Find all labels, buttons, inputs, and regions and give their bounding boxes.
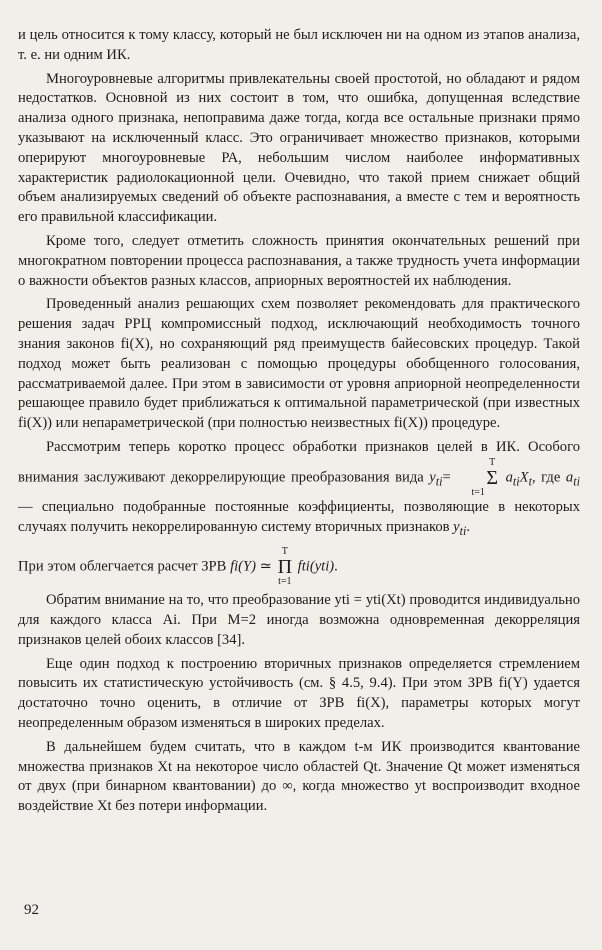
p5-lead: Рассмотрим теперь коротко процесс обработки признаков целей в ИК. Особого внимания заслуживают декоррелирующие преобразования вида [18,438,580,486]
y-symbol: y [453,518,460,535]
p5-mid2: — специально подобранные постоянные коэффициенты, позволяющие в некоторых случаях получить некоррелированную систему вторичных признаков [18,498,580,535]
paragraph-6: Обратим внимание на то, что преобразование yti = yti(Xt) проводится индивидуально для каждого класса Ai. При M=2 иногда возможна одновременная декорреляция признаков целей обоих классов [34]. [18,592,580,648]
zrv-lead: При этом облегчается расчет ЗРВ [18,558,227,575]
paragraph-7: Еще один подход к построению вторичных признаков определяется стремлением повысить их статистическую устойчивость (см. § 4.5, 9.4). При этом ЗРВ fi(Y) удается достаточно точно оценить, в отличие от ЗРВ fi(X), параметры которых могут неопределенным образом изменяться в широких пределах. [18,655,580,732]
text-column [18,26,580,817]
prod-bottom: t=1 [278,576,292,588]
zrv-formula-line [18,547,580,587]
prod-top: T [281,546,288,558]
sum-top: T [489,456,496,468]
sigma-icon: Σ [486,466,498,489]
zrv-rhs: fti(yti) [297,558,335,575]
formula1-x-sub: t [528,473,532,488]
y-symbol-sub: ti [459,523,467,538]
product-operator [278,547,292,587]
page-number: 92 [24,902,39,918]
sum-operator [458,458,498,498]
p5-mid1: , где [531,469,561,486]
zrv-lhs: fi(Y) [230,558,257,575]
paragraph-8: В дальнейшем будем считать, что в каждом t-м ИК производится квантование множества признаков Xt на некоторое число областей Qt. Значение Qt может изменяться от двух (при бинарном квантовании) до ∞, когда множество yt воспроизводит входное воздействие Xt без потери информации. [18,738,580,815]
formula1-term: a [505,469,513,486]
formula1-lhs-sub: ti [435,473,443,488]
formula1-lhs: y [429,469,436,486]
p5-end: . [466,518,471,535]
paragraph-4: Проведенный анализ решающих схем позволяет рекомендовать для практического решения задач РРЦ компромиссный подход, исключающий необходимость точного знания законов fi(X), но сохраняющий ряд преимуществ байесовских процедур. Такой подход может быть реализован с помощью процедуры обобщенного голосования, рассматриваемой далее. При этом в зависимости от уровня априорной неопределенности решающее правило будет приближаться к оптимальной параметрической (при известных fi(X)) или непараметрической (при полностью неизвестных fi(X)) процедуре. [18,296,580,432]
paragraph-2: Многоуровневые алгоритмы привлекательны своей простотой, но обладают и рядом недостатков. Основной из них состоит в том, что ошибка, допущенная вследствие анализа одного признака, непоправима даже тогда, когда все остальные признаки прямо указывают на исключенный класс. Это ограничивает множество признаков, которыми оперируют многоуровневые РА, небольшим числом наиболее информативных характеристик радиолокационной цели. Очевидно, что такой прием снижает общий объем анализируемых сведений об объекте распознавания, а вместе с тем и вероятность его правильной классификации. [18,70,580,226]
paragraph-3: Кроме того, следует отметить сложность принятия окончательных решений при многократном повторении процесса распознавания, а также трудность учета информации о важности объектов разных классов, априорных вероятностей их наблюдения. [18,232,580,289]
zrv-end: . [334,558,338,575]
paragraph-1: и цель относится к тому классу, который не был исключен ни на одном из этапов анализа, т. е. ни одним ИК. [18,27,580,63]
paragraph-5: Рассмотрим теперь коротко процесс обработки признаков целей в ИК. Особого внимания заслуживают декоррелирующие преобразования вида $y_{ti}= T$ Σ t=1 $a_{ti}X_t$, где $a_{ti}$ — специально подобранные постоянные коэффициенты, позволяющие в некоторых случаях получить некоррелированную систему вторичных признаков $y_{ti}$. При этом облегчается расчет ЗРВ fi(Y) ≃ T Π t=1 fti(yti). [18,438,580,588]
a-symbol-sub: ti [573,473,580,488]
sum-bottom: t=1 [471,486,485,498]
approx-symbol: ≃ [259,558,272,575]
pi-icon: Π [277,556,293,579]
formula1-term-sub: ti [512,473,520,488]
a-symbol: a [565,469,574,486]
formula1-x: X [519,469,529,486]
